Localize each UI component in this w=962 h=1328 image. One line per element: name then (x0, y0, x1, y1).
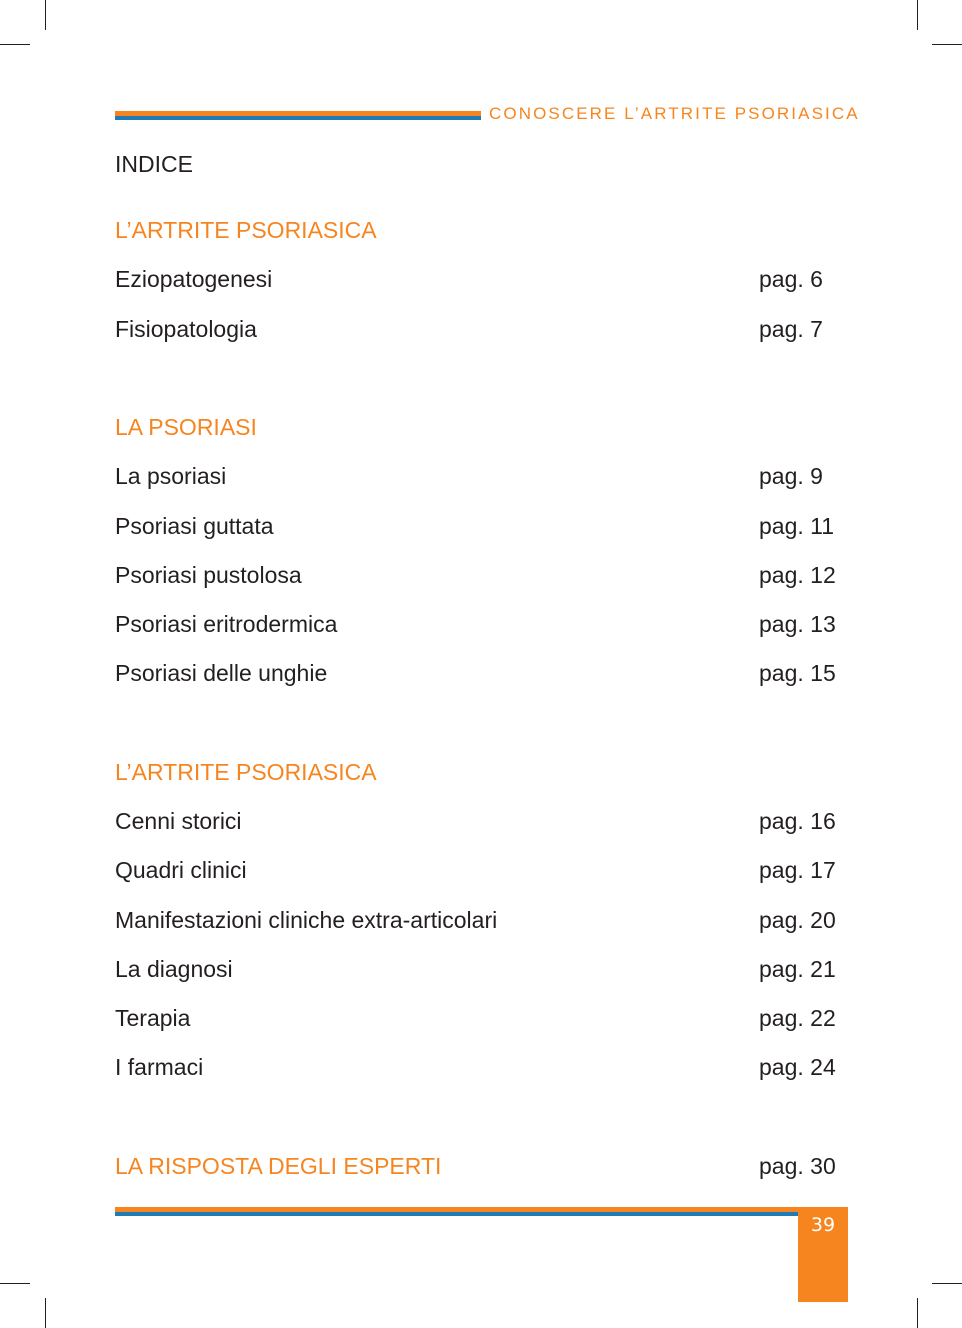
header-rule-blue (115, 116, 481, 120)
toc-entry-page: pag. 13 (759, 611, 836, 637)
toc-entry-title: Cenni storici (115, 808, 242, 834)
toc-entry-page: pag. 16 (759, 808, 836, 834)
crop-mark (45, 0, 46, 30)
toc-entry-title: La psoriasi (115, 463, 227, 489)
crop-mark (0, 44, 30, 45)
toc-entry-page: pag. 15 (759, 660, 836, 686)
running-head: CONOSCERE L’ARTRITE PSORIASICA (489, 104, 860, 123)
toc-entry-title: La diagnosi (115, 956, 233, 982)
toc-entry-title: I farmaci (115, 1054, 204, 1080)
section-title: LA PSORIASI (115, 414, 257, 440)
crop-mark (932, 44, 962, 45)
toc-entry-page: pag. 21 (759, 956, 836, 982)
toc-entry-page: pag. 6 (759, 266, 823, 292)
section-title: LA RISPOSTA DEGLI ESPERTI (115, 1153, 442, 1179)
toc-entry-title: Psoriasi eritrodermica (115, 611, 338, 637)
page-title: INDICE (115, 151, 193, 177)
toc-entry-title: Eziopatogenesi (115, 266, 273, 292)
toc-entry-page: pag. 20 (759, 907, 836, 933)
crop-mark (917, 1298, 918, 1328)
section-title: L’ARTRITE PSORIASICA (115, 217, 377, 243)
toc-entry-page: pag. 24 (759, 1054, 836, 1080)
page-number-box (798, 1207, 848, 1302)
toc-entry-page: pag. 12 (759, 562, 836, 588)
crop-mark (932, 1283, 962, 1284)
toc-entry-page: pag. 17 (759, 857, 836, 883)
toc-entry-page: pag. 9 (759, 463, 823, 489)
crop-mark (45, 1298, 46, 1328)
toc-entry-title: Psoriasi guttata (115, 513, 274, 539)
toc-entry-page: pag. 22 (759, 1005, 836, 1031)
toc-entry-title: Terapia (115, 1005, 191, 1031)
toc-entry-title: Quadri clinici (115, 857, 247, 883)
toc-entry-title: Manifestazioni cliniche extra-articolari (115, 907, 498, 933)
section-title: L’ARTRITE PSORIASICA (115, 759, 377, 785)
toc-entry-title: Psoriasi delle unghie (115, 660, 328, 686)
toc-entry-title: Psoriasi pustolosa (115, 562, 302, 588)
footer-rule-blue (115, 1212, 798, 1216)
toc-entry-page: pag. 11 (759, 513, 835, 539)
toc-entry-page: pag. 30 (759, 1153, 836, 1179)
crop-mark (917, 0, 918, 30)
page-number: 39 (810, 1214, 836, 1236)
crop-mark (0, 1283, 30, 1284)
toc-entry-title: Fisiopatologia (115, 316, 257, 342)
toc-entry-page: pag. 7 (759, 316, 823, 342)
